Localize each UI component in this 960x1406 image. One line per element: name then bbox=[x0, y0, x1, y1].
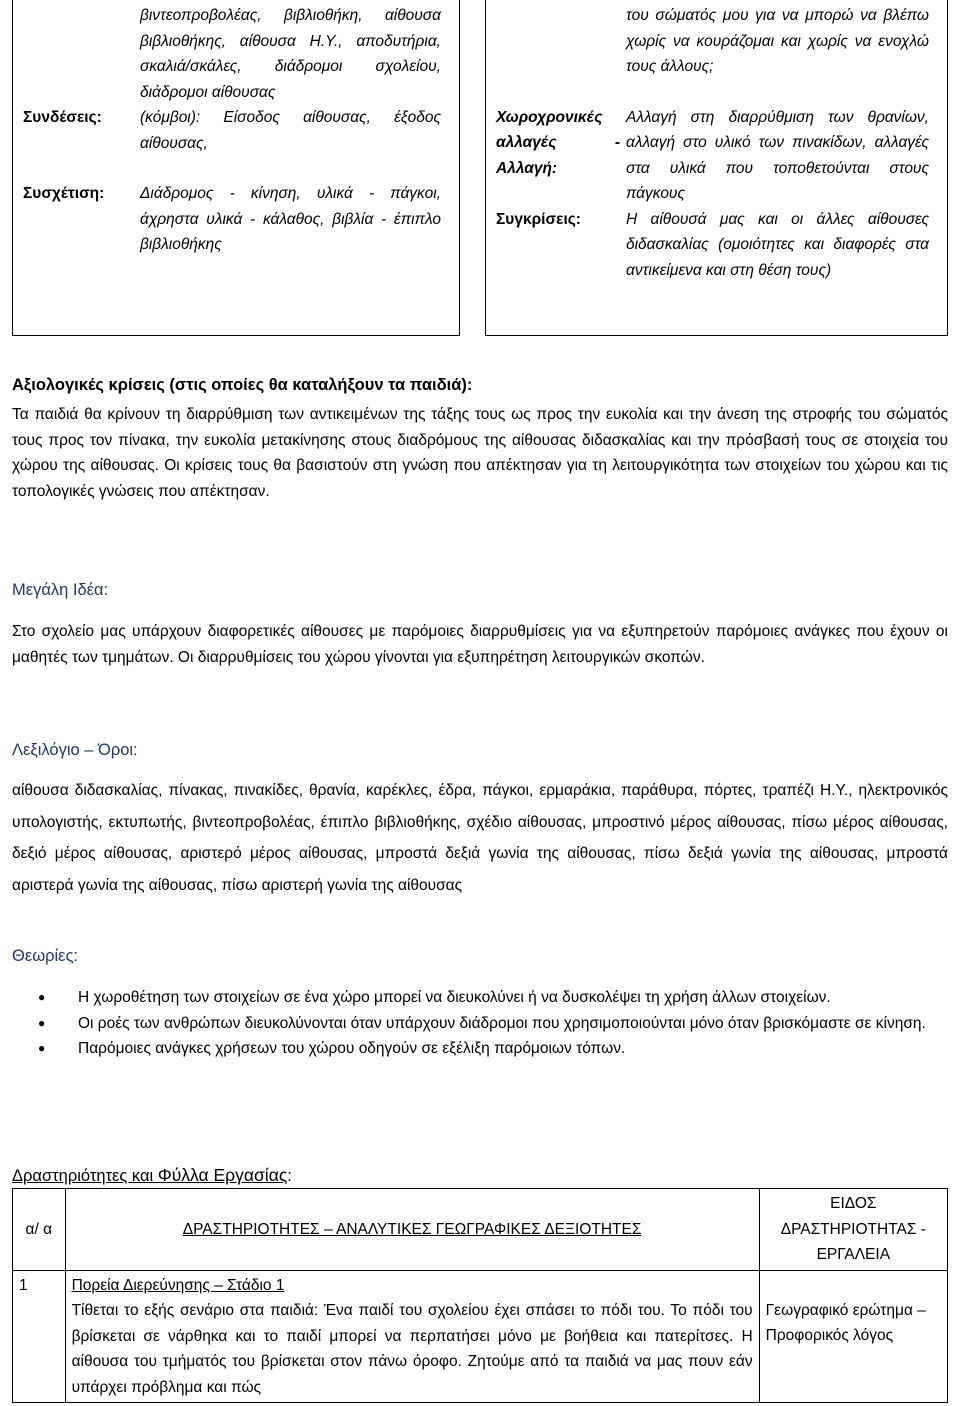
table-row bbox=[13, 1270, 948, 1403]
changes-label: Χωροχρονικές αλλαγές - Αλλαγή: bbox=[496, 108, 620, 177]
big-idea-text: Στο σχολείο μας υπάρχουν διαφορετικές αίθουσες με παρόμοιες διαρρυθμίσεις για να εξυπηρετούν παρόμοιες ανάγκες που έχουν οι μαθητές των τμημάτων. Οι διαρρυθμίσεις του χώρου γίνονται για εξυπηρέτηση λειτουργικών σκοπών. bbox=[12, 623, 948, 666]
row-type-text: Γεωγραφικό ερώτημα – Προφορικός λόγος bbox=[765, 1301, 926, 1344]
row-activity bbox=[65, 1270, 759, 1403]
evaluations-section bbox=[12, 372, 948, 504]
activities-section bbox=[12, 1162, 948, 1189]
activities-heading-part2: Φύλλα Εργασίας bbox=[157, 1165, 288, 1185]
table-header-row bbox=[13, 1189, 948, 1271]
row-activity-text: Τίθεται το εξής σενάριο στα παιδιά: Ένα παιδί του σχολείου έχει σπάσει το πόδι του. Το πόδι του βρίσκεται σε νάρθηκα και το παιδί μπορεί να περπατήσει μόνο με βοήθεια και πατερίτσες. Η αίθουσα του τμήματός του βρίσκεται στον πάνω όροφο. Ζητούμε από τα παιδιά να μας πουν εάν υπάρχει πρόβλημα και πώς bbox=[71, 1302, 753, 1396]
row-activity-title: Πορεία Διερεύνησης – Στάδιο 1 bbox=[71, 1276, 285, 1294]
relation-row bbox=[23, 181, 449, 258]
connections-label: Συνδέσεις: bbox=[23, 109, 102, 126]
evaluations-text: Τα παιδιά θα κρίνουν τη διαρρύθμιση των αντικειμένων της τάξης τους ως προς την ευκολία και την άνεση της στροφής του σώματός τους προς τον πίνακα, την ευκολία μετακίνησης στους διαδρόμους της αίθουσας διδασκαλίας και την πρόσβασή τους σε στοιχεία του χώρου της αίθουσας. Οι κρίσεις τους θα βασιστούν στη γνώση που απέκτησαν για τη λειτουργικότητα των στοιχείων του χώρου και τις τοπολογικές γνώσεις που απέκτησαν. bbox=[12, 406, 948, 500]
theories-list bbox=[12, 985, 948, 1062]
comparisons-row bbox=[496, 207, 937, 284]
theory-item: ● Οι ροές των ανθρώπων διευκολύνονται όταν υπάρχουν διάδρομοι που χρησιμοποιούνται μόνο όταν βρισκόμαστε σε κίνηση. bbox=[12, 1011, 948, 1037]
evaluations-heading: Αξιολογικές κρίσεις (στις οποίες θα καταλήξουν τα παιδιά): bbox=[12, 376, 473, 394]
vocabulary-heading: Λεξιλόγιο – Όροι: bbox=[12, 741, 138, 759]
big-idea-section bbox=[12, 577, 948, 670]
header-num: α/ α bbox=[13, 1189, 66, 1271]
row-type bbox=[759, 1270, 947, 1403]
big-idea-heading: Μεγάλη Ιδέα: bbox=[12, 581, 109, 599]
activities-heading bbox=[12, 1162, 948, 1189]
activities-table bbox=[12, 1188, 948, 1403]
header-activities: ΔΡΑΣΤΗΡΙΟΤΗΤΕΣ – ΑΝΑΛΥΤΙΚΕΣ ΓΕΩΓΡΑΦΙΚΕΣ ΔΕΞΙΟΤΗΤΕΣ bbox=[65, 1189, 759, 1271]
changes-row bbox=[496, 105, 937, 207]
changes-text: Αλλαγή στη διαρρύθμιση των θρανίων, αλλαγή στο υλικό των πινακίδων, αλλαγές στα υλικά που τοποθετούνται στους πάγκους bbox=[626, 108, 929, 202]
comparisons-label: Συγκρίσεις: bbox=[496, 210, 581, 228]
relation-label: Συσχέτιση: bbox=[23, 185, 105, 202]
connections-row bbox=[23, 105, 449, 156]
vocabulary-text: αίθουσα διδασκαλίας, πίνακας, πινακίδες, θρανία, καρέκλες, έδρα, πάγκοι, ερμαράκια, παράθυρα, πόρτες, τραπέζι Η.Υ., ηλεκτρονικός υπολογιστής, εκτυπωτής, βιντεοπροβολέας, έπιπλο βιβλιοθήκης, σχέδιο αίθουσας, μπροστινό μέρος αίθουσας, πίσω μέρος αίθουσας, δεξιό μέρος αίθουσας, αριστερό μέρος αίθουσας, μπροστά δεξιά γωνία της αίθουσας, πίσω δεξιά γωνία της αίθουσας, μπροστά αριστερά γωνία της αίθουσας, πίσω αριστερή γωνία της αίθουσας bbox=[12, 782, 948, 894]
connections-text: (κόμβοι): Είσοδος αίθουσας, έξοδος αίθουσας, bbox=[140, 109, 441, 152]
theory-item: ● Παρόμοιες ανάγκες χρήσεων του χώρου οδηγούν σε εξέλιξη παρόμοιων τόπων. bbox=[12, 1036, 948, 1062]
left-box bbox=[12, 0, 460, 336]
right-box bbox=[485, 0, 948, 336]
activities-heading-colon: : bbox=[287, 1167, 292, 1185]
left-box-intro-text: βιντεοπροβολέας, βιβλιοθήκη, αίθουσα βιβλιοθήκης, αίθουσα Η.Υ., αποδυτήρια, σκαλιά/σκάλες, διάδρομοι σχολείου, διάδρομοι αίθουσας bbox=[140, 7, 441, 101]
theories-section bbox=[12, 943, 948, 1062]
right-box-intro-text: του σώματός μου για να μπορώ να βλέπω χωρίς να κουράζομαι και χωρίς να ενοχλώ τους άλλους; bbox=[626, 7, 929, 75]
row-num: 1 bbox=[13, 1270, 66, 1403]
theory-item: ● Η χωροθέτηση των στοιχείων σε ένα χώρο μπορεί να διευκολύνει ή να δυσκολέψει τη χρήση άλλων στοιχείων. bbox=[12, 985, 948, 1011]
theories-heading: Θεωρίες: bbox=[12, 947, 79, 965]
header-type: ΕΙΔΟΣ ΔΡΑΣΤΗΡΙΟΤΗΤΑΣ - ΕΡΓΑΛΕΙΑ bbox=[759, 1189, 947, 1271]
vocabulary-section bbox=[12, 737, 948, 901]
right-box-intro-row bbox=[496, 3, 937, 80]
left-box-intro-row bbox=[23, 3, 449, 105]
activities-heading-part1: Δραστηριότητες και bbox=[12, 1167, 158, 1185]
relation-text: Διάδρομος - κίνηση, υλικά - πάγκοι, άχρηστα υλικά - κάλαθος, βιβλία - έπιπλο βιβλιοθήκης bbox=[140, 185, 441, 253]
comparisons-text: Η αίθουσά μας και οι άλλες αίθουσες διδασκαλίας (ομοιότητες και διαφορές στα αντικείμενα και στη θέση τους) bbox=[626, 210, 929, 279]
